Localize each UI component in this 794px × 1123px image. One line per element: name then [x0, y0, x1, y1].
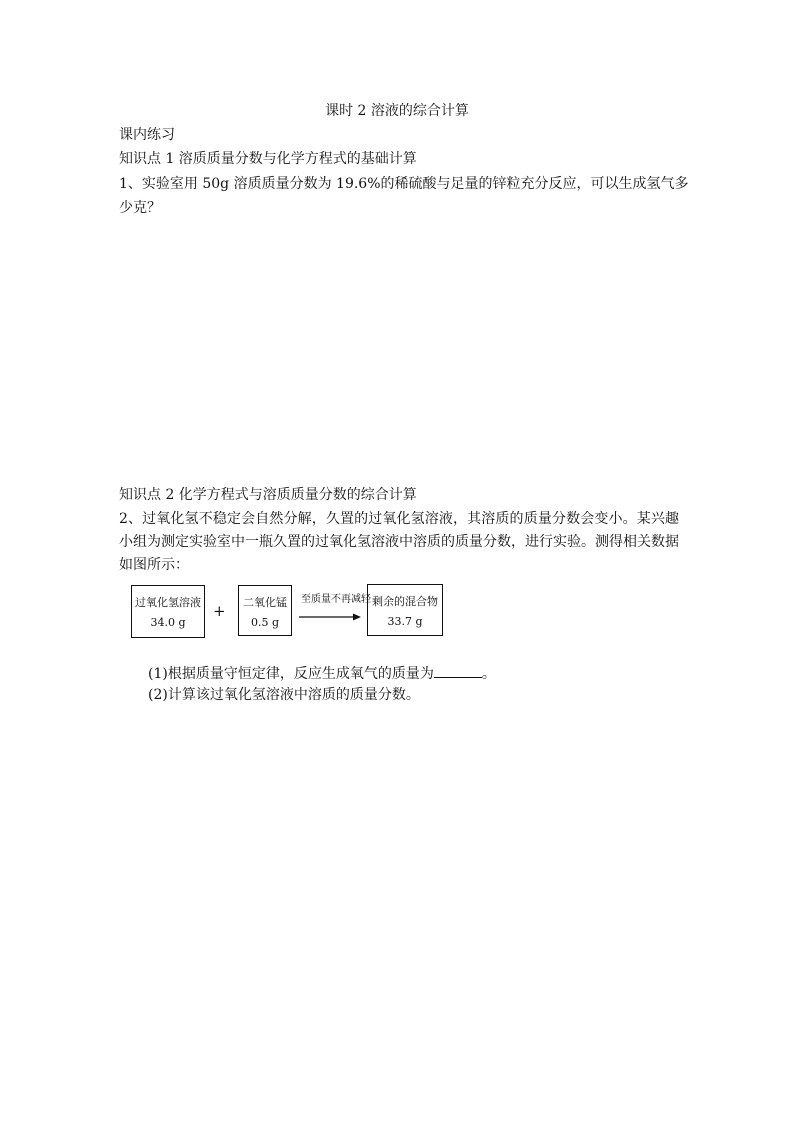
right-arrow-icon: [299, 612, 361, 622]
arrow-label: 至质量不再减轻: [301, 594, 371, 605]
knowledge-point-1-heading: 知识点 1 溶质质量分数与化学方程式的基础计算: [119, 151, 417, 167]
section-label: 课内练习: [119, 127, 175, 143]
sub-question-1-end: 。: [481, 666, 496, 682]
sub-question-2: (2)计算该过氧化氢溶液中溶质的质量分数。: [148, 687, 420, 703]
sub-question-1-text: (1)根据质量守恒定律，反应生成氧气的质量为: [148, 666, 434, 682]
box-2-name: 二氧化锰: [243, 596, 287, 609]
question-1-line-2: 少克？: [119, 200, 161, 216]
box-3-mass: 33.7 g: [387, 615, 423, 628]
knowledge-point-2-heading: 知识点 2 化学方程式与溶质质量分数的综合计算: [119, 487, 417, 503]
manganese-dioxide-box: [238, 585, 292, 636]
question-2-line-3: 如图所示：: [119, 557, 189, 573]
answer-blank: [434, 663, 482, 678]
question-2-line-2: 小组为测定实验室中一瓶久置的过氧化氢溶液中溶质的质量分数，进行实验。测得相关数据: [119, 534, 679, 550]
page-title: 课时 2 溶液的综合计算: [325, 103, 469, 119]
hydrogen-peroxide-box: [131, 585, 205, 638]
sub-question-1: [148, 663, 496, 684]
remaining-mixture-box: [367, 584, 443, 636]
question-2-line-1: 2、过氧化氢不稳定会自然分解，久置的过氧化氢溶液，其溶质的质量分数会变小。某兴趣: [119, 511, 679, 527]
box-3-name: 剩余的混合物: [372, 595, 438, 608]
box-1-mass: 34.0 g: [150, 616, 186, 629]
plus-sign: +: [213, 602, 226, 620]
question-1-line-1: 1、实验室用 50g 溶质质量分数为 19.6%的稀硫酸与足量的锌粒充分反应，可以生成氢气多: [119, 176, 689, 192]
box-2-mass: 0.5 g: [250, 616, 280, 629]
box-1-name: 过氧化氢溶液: [135, 596, 201, 609]
